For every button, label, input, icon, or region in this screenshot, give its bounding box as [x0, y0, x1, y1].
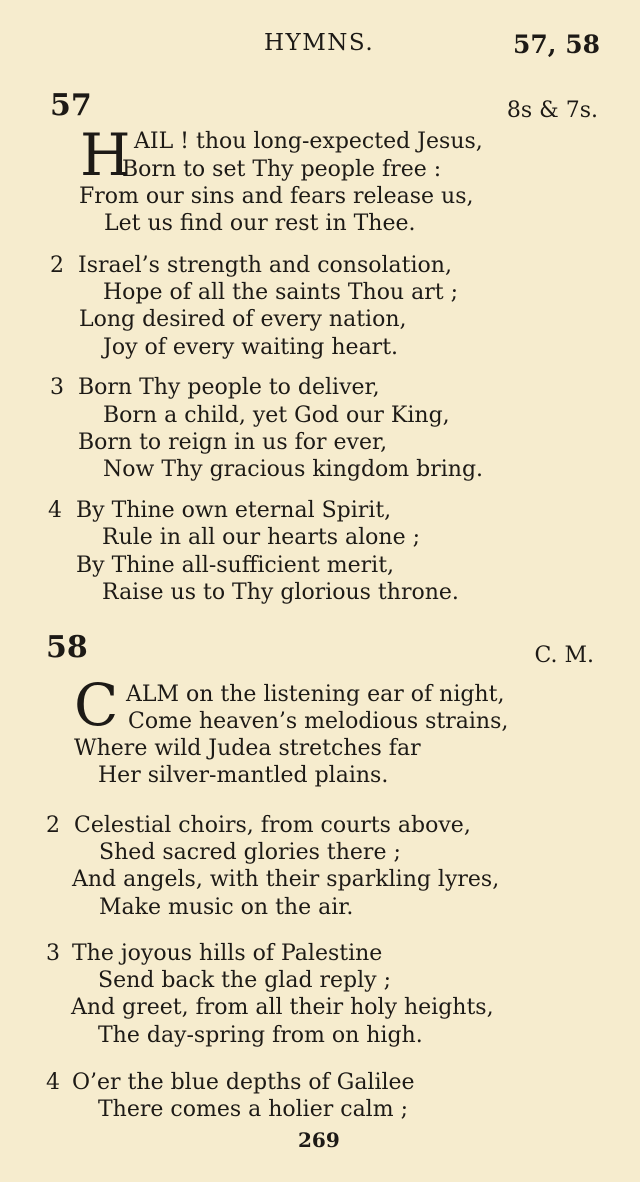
verse-line: Israel’s strength and consolation, — [78, 253, 452, 278]
verse-line: From our sins and fears release us, — [79, 184, 474, 209]
verse-number: 4 — [46, 1070, 60, 1095]
verse-line: Make music on the air. — [99, 895, 354, 920]
verse-line: Born Thy people to deliver, — [78, 375, 380, 400]
hymn-number: 57 — [50, 88, 92, 123]
verse-number: 4 — [48, 498, 62, 523]
verse-line: Let us find our rest in Thee. — [104, 211, 416, 236]
verse-line: Shed sacred glories there ; — [99, 840, 401, 865]
verse-line: Born a child, yet God our King, — [103, 403, 450, 428]
drop-cap: H — [80, 121, 131, 189]
verse-line: Celestial choirs, from courts above, — [74, 813, 471, 838]
verse-line: Where wild Judea stretches far — [74, 736, 421, 761]
verse-line: The day-spring from on high. — [98, 1023, 423, 1048]
verse-line: By Thine all-sufficient merit, — [76, 553, 395, 578]
verse-line: ALM on the listening ear of night, — [126, 682, 505, 707]
verse-number: 2 — [46, 813, 60, 838]
verse-line: Long desired of every nation, — [79, 307, 407, 332]
verse-line: Now Thy gracious kingdom bring. — [103, 457, 484, 482]
verse-line: There comes a holier calm ; — [98, 1097, 408, 1122]
verse-line: And greet, from all their holy heights, — [71, 995, 494, 1020]
verse-line: O’er the blue depths of Galilee — [72, 1070, 415, 1095]
hymn-number: 58 — [46, 630, 88, 665]
verse-line: Born to reign in us for ever, — [78, 430, 388, 455]
hymn-range: 57, 58 — [513, 30, 600, 59]
drop-cap: C — [74, 671, 119, 739]
running-title: HYMNS. — [264, 30, 375, 56]
verse-line: Raise us to Thy glorious throne. — [102, 580, 459, 605]
verse-line: Rule in all our hearts alone ; — [102, 525, 421, 550]
hymn-meter: C. M. — [534, 643, 594, 668]
verse-line: Her silver-mantled plains. — [98, 763, 389, 788]
page-number: 269 — [298, 1128, 340, 1152]
verse-line: Joy of every waiting heart. — [103, 335, 399, 360]
verse-line: By Thine own eternal Spirit, — [76, 498, 392, 523]
verse-line: Send back the glad reply ; — [98, 968, 392, 993]
verse-line: Come heaven’s melodious strains, — [128, 709, 509, 734]
verse-line: And angels, with their sparkling lyres, — [72, 867, 500, 892]
hymn-meter: 8s & 7s. — [506, 98, 598, 123]
verse-number: 3 — [46, 941, 60, 966]
verse-line: AIL ! thou long-expected Jesus, — [134, 129, 483, 154]
verse-line: Hope of all the saints Thou art ; — [103, 280, 458, 305]
verse-number: 3 — [50, 375, 64, 400]
verse-line: Born to set Thy people free : — [122, 157, 442, 182]
verse-line: The joyous hills of Palestine — [72, 941, 383, 966]
verse-number: 2 — [50, 253, 64, 278]
